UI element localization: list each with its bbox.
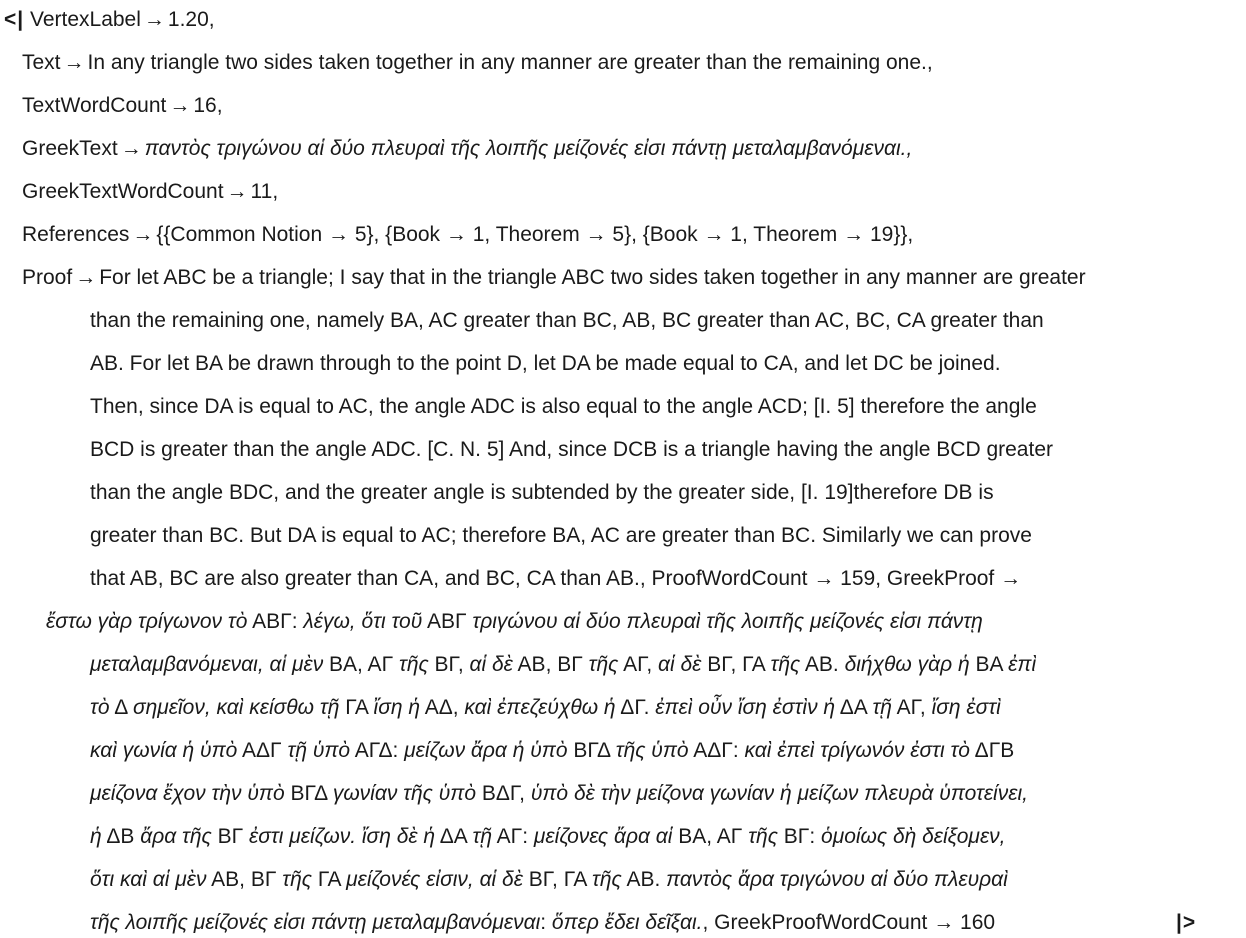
rule-arrow: → — [63, 51, 85, 74]
vertex-label-value: 1.20, — [167, 8, 215, 31]
greek-proof-line-6 — [90, 826, 1006, 847]
greek-proof-segment: ΑΒ. — [621, 868, 667, 891]
greek-text-line — [22, 138, 912, 159]
greek-proof-segment: τριγώνου αἱ δύο πλευραὶ τῆς λοιπῆς μείζονές εἰσι πάντῃ — [472, 610, 983, 633]
greek-proof-line-5 — [90, 783, 1028, 804]
proof-line-7: greater than BC. But DA is equal to AC; therefore BA, AC are greater than BC. Similarly we can prove — [90, 524, 1032, 547]
greek-proof-segment: ΑΓΔ: — [350, 739, 405, 762]
greek-text-value: παντὸς τριγώνου αἱ δύο πλευραὶ τῆς λοιπῆς μείζονές εἰσι πάντῃ μεταλαμβανόμεναι., — [144, 137, 913, 160]
proof-line-4: Then, since DA is equal to AC, the angle ADC is also equal to the angle ACD; [I. 5] therefore the angle — [90, 395, 1037, 418]
greek-proof-segment: ΒΓ, ΓΑ — [522, 868, 593, 891]
greek-proof-segment: ΔΑ — [435, 825, 473, 848]
rule-arrow: → — [143, 8, 165, 31]
greek-proof-segment: ΒΓ: — [777, 825, 822, 848]
greek-proof-segment: : — [540, 911, 552, 934]
proof-line-2: than the remaining one, namely BA, AC greater than BC, AB, BC greater than AC, BC, CA greater than — [90, 309, 1044, 332]
vertex-label-line — [4, 9, 215, 30]
greek-proof-line-4 — [90, 740, 1014, 761]
greek-proof-segment: τῆς ὑπὸ — [615, 739, 689, 762]
greek-proof-segment: τῆς — [770, 653, 801, 676]
greek-proof-segment: σημεῖον, καὶ κείσθω τῇ — [132, 696, 340, 719]
greek-proof-line-1 — [46, 611, 983, 632]
greek-proof-segment: καὶ ἐπεὶ τρίγωνόν ἐστι τὸ — [744, 739, 970, 762]
greek-proof-segment: ΓΑ — [311, 868, 347, 891]
greek-proof-segment: , GreekProofWordCount → 160 — [702, 911, 996, 934]
greek-proof-segment: ἐπεὶ οὖν ἴση ἐστὶν ἡ — [655, 696, 836, 719]
greek-proof-segment: Δ — [109, 696, 133, 719]
greek-proof-segment: τῆς — [588, 653, 619, 676]
greek-proof-segment: ΒΔΓ, — [476, 782, 531, 805]
greek-proof-segment: ΑΔ, — [420, 696, 465, 719]
greek-proof-segment: λέγω, ὅτι τοῦ — [303, 610, 423, 633]
greek-proof-segment: ΒΑ, ΑΓ — [323, 653, 399, 676]
greek-proof-segment: τῆς — [592, 868, 622, 891]
rule-arrow: → — [132, 223, 154, 246]
greek-proof-segment: ἡ — [90, 825, 102, 848]
proof-line-5: BCD is greater than the angle ADC. [C. N. 5] And, since DCB is a triangle having the angle BCD greater — [90, 438, 1053, 461]
greek-proof-segment: διήχθω γὰρ ἡ — [844, 653, 970, 676]
greek-proof-line-2 — [90, 654, 1036, 675]
greek-proof-segment: ἐστι μείζων. ἴση δὲ ἡ — [249, 825, 436, 848]
greek-proof-segment: ἔστω γὰρ τρίγωνον τὸ — [46, 610, 248, 633]
rule-arrow: → — [169, 94, 191, 117]
proof-line-6: than the angle BDC, and the greater angle is subtended by the greater side, [I. 19]therefore DB is — [90, 481, 994, 504]
greek-proof-segment: τὸ — [90, 696, 110, 719]
greek-proof-segment: ΑΒΓ — [422, 610, 473, 633]
greek-proof-segment: ΑΔΓ — [237, 739, 288, 762]
greek-proof-segment: ἐπὶ — [1008, 653, 1037, 676]
greek-proof-segment: ΑΓ, — [618, 653, 659, 676]
text-key: Text — [22, 51, 61, 74]
greek-proof-segment: ΔΓΒ — [970, 739, 1015, 762]
proof-line-8: that AB, BC are also greater than CA, and BC, CA than AB., ProofWordCount → 159, GreekProof → — [90, 567, 1022, 590]
greek-proof-segment: καὶ ἐπεζεύχθω ἡ — [464, 696, 616, 719]
greek-proof-segment: ΑΓ: — [492, 825, 534, 848]
greek-proof-segment: μείζονες ἄρα αἱ — [533, 825, 673, 848]
greek-text-key: GreekText — [22, 137, 118, 160]
greek-proof-segment: ἴση ἡ — [373, 696, 421, 719]
text-line — [22, 52, 933, 73]
greek-proof-segment: τῇ ὑπὸ — [287, 739, 351, 762]
greek-proof-segment: παντὸς ἄρα τριγώνου αἱ δύο πλευραὶ — [666, 868, 1008, 891]
greek-proof-segment: ΔΑ — [835, 696, 873, 719]
greek-proof-segment: ΑΒ, ΒΓ — [206, 868, 283, 891]
greek-proof-segment: ΒΑ — [969, 653, 1009, 676]
greek-proof-segment: ΑΒΓ: — [247, 610, 304, 633]
greek-proof-segment: ΒΑ, ΑΓ — [672, 825, 749, 848]
greek-proof-segment: ΑΒ, ΒΓ — [512, 653, 589, 676]
greek-proof-segment: ΒΓ, — [428, 653, 470, 676]
greek-proof-segment: τῆς λοιπῆς μείζονές εἰσι πάντῃ μεταλαμβανόμεναι — [90, 911, 541, 934]
greek-proof-segment: ἄρα τῆς — [140, 825, 212, 848]
references-value: {{Common Notion → 5}, {Book → 1, Theorem → 5}, {Book → 1, Theorem → 19}}, — [156, 223, 914, 246]
greek-proof-segment: ὑπὸ δὲ τὴν μείζονα γωνίαν ἡ μείζων πλευρὰ ὑποτείνει, — [530, 782, 1028, 805]
greek-proof-segment: τῆς — [748, 825, 778, 848]
text-word-count-line — [22, 95, 223, 116]
greek-proof-line-7 — [90, 869, 1008, 890]
greek-proof-segment: μείζονα ἔχον τὴν ὑπὸ — [90, 782, 285, 805]
rule-arrow: → — [226, 180, 248, 203]
greek-proof-segment: τῆς — [282, 868, 312, 891]
greek-proof-segment: ΑΔΓ: — [688, 739, 745, 762]
greek-proof-segment: ΒΓ, ΓΑ — [701, 653, 771, 676]
greek-text-word-count-value: 11, — [250, 180, 279, 203]
references-key: References — [22, 223, 130, 246]
greek-proof-segment: ὁμοίως δὴ δείξομεν, — [821, 825, 1006, 848]
greek-proof-segment: ΑΓ, — [891, 696, 932, 719]
rule-arrow: → — [75, 266, 97, 289]
proof-key: Proof — [22, 266, 73, 289]
greek-proof-segment: ὅτι καὶ αἱ μὲν — [90, 868, 207, 891]
greek-proof-segment: ἴση ἐστὶ — [931, 696, 1001, 719]
greek-proof-line-3 — [90, 697, 1001, 718]
greek-proof-segment: μείζονές εἰσιν, αἱ δὲ — [346, 868, 523, 891]
greek-proof-segment: μεταλαμβανόμεναι, αἱ μὲν — [90, 653, 324, 676]
greek-proof-segment: καὶ γωνία ἡ ὑπὸ — [90, 739, 238, 762]
text-value: In any triangle two sides taken together in any manner are greater than the remaining one., — [87, 51, 933, 74]
greek-proof-line-8 — [90, 912, 995, 933]
greek-proof-segment: τῇ — [872, 696, 892, 719]
greek-proof-segment: ΒΓ — [211, 825, 250, 848]
greek-proof-segment: γωνίαν τῆς ὑπὸ — [332, 782, 477, 805]
proof-text-line: For let ABC be a triangle; I say that in the triangle ABC two sides taken together in any manner are greater — [99, 266, 1086, 289]
proof-line-1 — [22, 267, 1086, 288]
association-open-delimiter: <| — [4, 8, 25, 31]
greek-proof-segment: αἱ δὲ — [469, 653, 513, 676]
greek-proof-segment: ΓΑ — [339, 696, 374, 719]
greek-proof-segment: τῇ — [472, 825, 492, 848]
association-close-delimiter: |> — [1176, 911, 1197, 934]
greek-proof-segment: μείζων ἄρα ἡ ὑπὸ — [404, 739, 568, 762]
greek-proof-segment: αἱ δὲ — [658, 653, 702, 676]
greek-text-word-count-key: GreekTextWordCount — [22, 180, 224, 203]
references-line — [22, 224, 913, 245]
greek-proof-segment: ΒΓΔ — [284, 782, 333, 805]
greek-proof-segment: ΔΓ. — [615, 696, 656, 719]
rule-arrow: → — [120, 137, 142, 160]
vertex-label-key: VertexLabel — [29, 8, 141, 31]
text-word-count-value: 16, — [193, 94, 223, 117]
text-word-count-key: TextWordCount — [22, 94, 167, 117]
proof-line-3: AB. For let BA be drawn through to the point D, let DA be made equal to CA, and let DC be joined. — [90, 352, 1001, 375]
greek-proof-segment: τῆς — [398, 653, 429, 676]
greek-proof-segment: ΔΒ — [101, 825, 141, 848]
greek-proof-segment: ΑΒ. — [800, 653, 845, 676]
greek-proof-segment: ΒΓΔ — [567, 739, 616, 762]
greek-proof-segment: ὅπερ ἔδει δεῖξαι. — [551, 911, 703, 934]
greek-text-word-count-line — [22, 181, 278, 202]
